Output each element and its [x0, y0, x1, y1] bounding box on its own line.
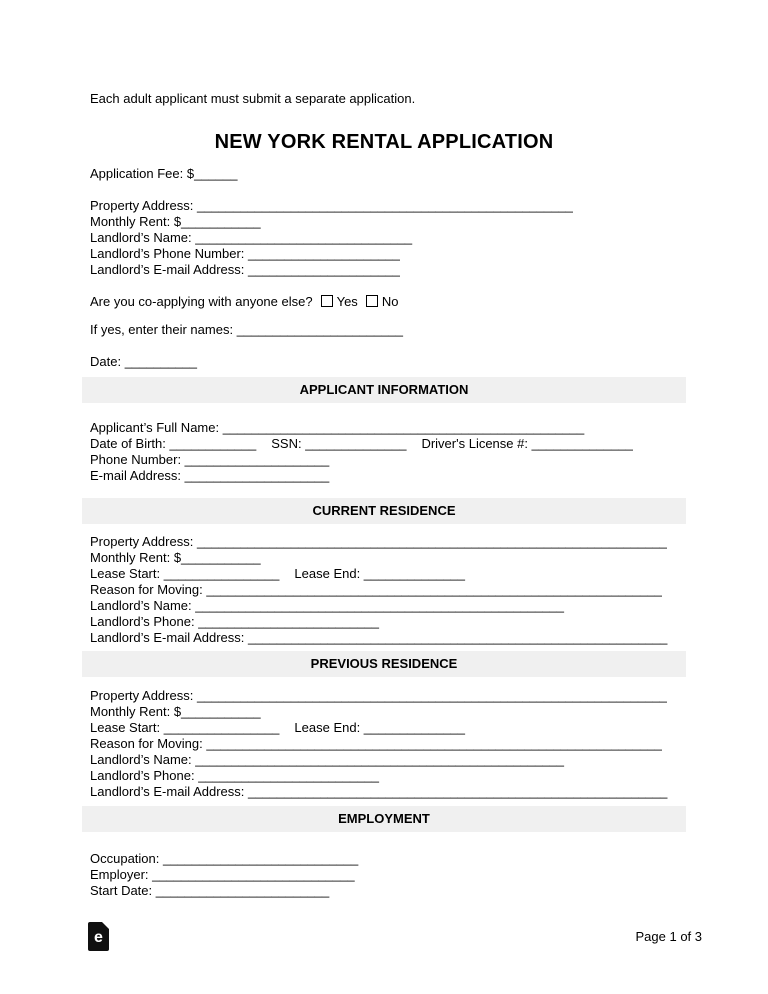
landlord-name-segment	[90, 598, 564, 613]
email-address-label: E-mail Address:	[90, 468, 185, 483]
separate-application-note: Each adult applicant must submit a separate application.	[90, 91, 416, 106]
lease-end-label: Lease End:	[294, 566, 364, 581]
fee-segment	[90, 166, 237, 181]
monthly-rent-field	[90, 214, 678, 230]
phone-number-blank-line[interactable]: ____________________	[184, 452, 330, 467]
monthly-rent-label: Monthly Rent: $	[90, 214, 182, 229]
start-date-label: Start Date:	[90, 883, 156, 898]
start-date-segment	[90, 883, 329, 898]
employer-field	[90, 867, 678, 883]
monthly-rent-blank-line[interactable]: ___________	[181, 214, 261, 229]
lease-end-segment	[294, 720, 465, 735]
landlord-phone-blank-line[interactable]: _________________________	[198, 614, 379, 629]
current-residence-block	[90, 534, 678, 646]
yes-label: Yes	[336, 294, 358, 309]
reason-for-moving-label: Reason for Moving:	[90, 736, 207, 751]
current-lease-dates-row	[90, 566, 678, 582]
current-property-address-field	[90, 534, 678, 550]
section-header-current-residence: CURRENT RESIDENCE	[82, 498, 686, 524]
reason-for-moving-segment	[90, 736, 662, 751]
monthly-rent-segment	[90, 214, 261, 229]
email-address-segment	[90, 468, 329, 483]
full-name-label: Applicant’s Full Name:	[90, 420, 223, 435]
section-header-previous-residence: PREVIOUS RESIDENCE	[82, 651, 686, 677]
landlord-phone-number-segment	[90, 246, 400, 261]
employment-block	[90, 851, 678, 899]
fee-label: Application Fee: $	[90, 166, 195, 181]
lease-end-segment	[294, 566, 465, 581]
lease-end-blank-line[interactable]: ______________	[363, 720, 466, 735]
reason-for-moving-label: Reason for Moving:	[90, 582, 207, 597]
occupation-label: Occupation:	[90, 851, 163, 866]
previous-lease-dates-row	[90, 720, 678, 736]
lease-end-label: Lease End:	[294, 720, 364, 735]
applicant-email-field	[90, 468, 678, 484]
property-address-blank-line[interactable]: ____________________________________________________	[196, 198, 573, 213]
landlord-name-blank-line[interactable]: ___________________________________________________	[195, 752, 564, 767]
landlord-email-field	[90, 262, 678, 278]
current-landlord-name-field	[90, 598, 678, 614]
monthly-rent-segment	[90, 550, 261, 565]
landlord-name-field	[90, 230, 678, 246]
eforms-logo-letter: e	[94, 928, 103, 946]
landlord-email-label: Landlord’s E-mail Address:	[90, 630, 249, 645]
no-checkbox[interactable]	[366, 295, 378, 307]
employer-blank-line[interactable]: ____________________________	[152, 867, 355, 882]
lease-start-label: Lease Start:	[90, 720, 164, 735]
current-reason-for-moving-field	[90, 582, 678, 598]
previous-monthly-rent-field	[90, 704, 678, 720]
property-address-field	[90, 198, 678, 214]
landlord-email-segment	[90, 630, 667, 645]
rental-property-block	[90, 198, 678, 278]
full-name-segment	[90, 420, 584, 435]
landlord-phone-number-label: Landlord’s Phone Number:	[90, 246, 249, 261]
landlord-phone-number-blank-line[interactable]: _____________________	[248, 246, 400, 261]
occupation-segment	[90, 851, 358, 866]
previous-residence-block	[90, 688, 678, 800]
landlord-phone-segment	[90, 614, 379, 629]
lease-start-segment	[90, 720, 279, 735]
employer-segment	[90, 867, 355, 882]
lease-start-label: Lease Start:	[90, 566, 164, 581]
coapply-question-row	[90, 294, 678, 310]
monthly-rent-blank-line[interactable]: ___________	[181, 550, 261, 565]
property-address-segment	[90, 688, 667, 703]
property-address-segment	[90, 198, 573, 213]
landlord-name-label: Landlord’s Name:	[90, 752, 196, 767]
landlord-name-blank-line[interactable]: ___________________________________________________	[195, 598, 564, 613]
no-label: No	[381, 294, 399, 309]
reason-for-moving-blank-line[interactable]: _______________________________________________________________	[206, 582, 662, 597]
phone-number-segment	[90, 452, 329, 467]
property-address-label: Property Address:	[90, 198, 197, 213]
page-footer	[88, 922, 702, 951]
applicant-information-block	[90, 420, 678, 484]
landlord-email-label: Landlord’s E-mail Address:	[90, 262, 249, 277]
coapplicant-names-field	[90, 322, 678, 338]
date-field	[90, 354, 678, 370]
reason-for-moving-segment	[90, 582, 662, 597]
page-number: Page 1 of 3	[635, 928, 702, 944]
landlord-email-label: Landlord’s E-mail Address:	[90, 784, 249, 799]
ssn-label: SSN:	[271, 436, 306, 451]
current-landlord-email-field	[90, 630, 678, 646]
email-address-blank-line[interactable]: ____________________	[184, 468, 330, 483]
section-header-employment: EMPLOYMENT	[82, 806, 686, 832]
date-of-birth-label: Date of Birth:	[90, 436, 170, 451]
monthly-rent-label: Monthly Rent: $	[90, 704, 182, 719]
start-date-blank-line[interactable]: ________________________	[155, 883, 330, 898]
date-blank-line[interactable]: __________	[124, 354, 197, 369]
drivers-license-label: Driver's License #:	[421, 436, 532, 451]
lease-start-blank-line[interactable]: ________________	[163, 720, 280, 735]
occupation-field	[90, 851, 678, 867]
landlord-name-label: Landlord’s Name:	[90, 598, 196, 613]
monthly-rent-label: Monthly Rent: $	[90, 550, 182, 565]
previous-landlord-phone-field	[90, 768, 678, 784]
monthly-rent-blank-line[interactable]: ___________	[181, 704, 261, 719]
current-landlord-phone-field	[90, 614, 678, 630]
page-title: NEW YORK RENTAL APPLICATION	[214, 131, 554, 153]
previous-landlord-name-field	[90, 752, 678, 768]
dob-ssn-license-row	[90, 436, 678, 452]
drivers-license-blank-line[interactable]: ______________	[531, 436, 633, 451]
landlord-email-segment	[90, 784, 667, 799]
landlord-phone-label: Landlord’s Phone:	[90, 768, 199, 783]
property-address-segment	[90, 534, 667, 549]
coapply-question: Are you co-applying with anyone else?	[90, 294, 313, 309]
drivers-license-segment	[421, 436, 632, 451]
previous-property-address-field	[90, 688, 678, 704]
applicant-phone-field	[90, 452, 678, 468]
landlord-name-blank-line[interactable]: ______________________________	[195, 230, 413, 245]
employer-label: Employer:	[90, 867, 153, 882]
landlord-phone-blank-line[interactable]: _________________________	[198, 768, 379, 783]
start-date-field	[90, 883, 678, 899]
eforms-logo-icon	[88, 922, 109, 951]
lease-end-blank-line[interactable]: ______________	[363, 566, 466, 581]
reason-for-moving-blank-line[interactable]: _______________________________________________________________	[206, 736, 662, 751]
occupation-blank-line[interactable]: ___________________________	[163, 851, 359, 866]
fee-blank-line[interactable]: ______	[194, 166, 238, 181]
landlord-phone-segment	[90, 768, 379, 783]
landlord-email-blank-line[interactable]: _____________________	[248, 262, 400, 277]
landlord-name-segment	[90, 752, 564, 767]
lease-start-blank-line[interactable]: ________________	[163, 566, 280, 581]
date-of-birth-segment	[90, 436, 256, 451]
date-label: Date:	[90, 354, 125, 369]
application-fee-field	[90, 166, 678, 182]
property-address-label: Property Address:	[90, 534, 197, 549]
full-name-blank-line[interactable]: __________________________________________________	[222, 420, 585, 435]
date-segment	[90, 354, 197, 369]
yes-checkbox[interactable]	[321, 295, 333, 307]
if-yes-names-label: If yes, enter their names:	[90, 322, 237, 337]
landlord-phone-label: Landlord’s Phone:	[90, 614, 199, 629]
phone-number-label: Phone Number:	[90, 452, 185, 467]
landlord-email-segment	[90, 262, 400, 277]
section-header-applicant-information: APPLICANT INFORMATION	[82, 377, 686, 403]
property-address-blank-line[interactable]: _________________________________________________________________	[196, 688, 667, 703]
landlord-name-segment	[90, 230, 412, 245]
monthly-rent-segment	[90, 704, 261, 719]
landlord-email-blank-line[interactable]: __________________________________________________________	[248, 630, 668, 645]
applicant-full-name-field	[90, 420, 678, 436]
date-of-birth-blank-line[interactable]: ____________	[169, 436, 257, 451]
previous-landlord-email-field	[90, 784, 678, 800]
current-monthly-rent-field	[90, 550, 678, 566]
ssn-segment	[271, 436, 406, 451]
ssn-blank-line[interactable]: ______________	[305, 436, 407, 451]
lease-start-segment	[90, 566, 279, 581]
landlord-name-label: Landlord’s Name:	[90, 230, 196, 245]
landlord-phone-number-field	[90, 246, 678, 262]
property-address-label: Property Address:	[90, 688, 197, 703]
landlord-email-blank-line[interactable]: __________________________________________________________	[248, 784, 668, 799]
previous-reason-for-moving-field	[90, 736, 678, 752]
property-address-blank-line[interactable]: _________________________________________________________________	[196, 534, 667, 549]
if-yes-names-segment	[90, 322, 403, 337]
if-yes-names-blank-line[interactable]: _______________________	[236, 322, 403, 337]
